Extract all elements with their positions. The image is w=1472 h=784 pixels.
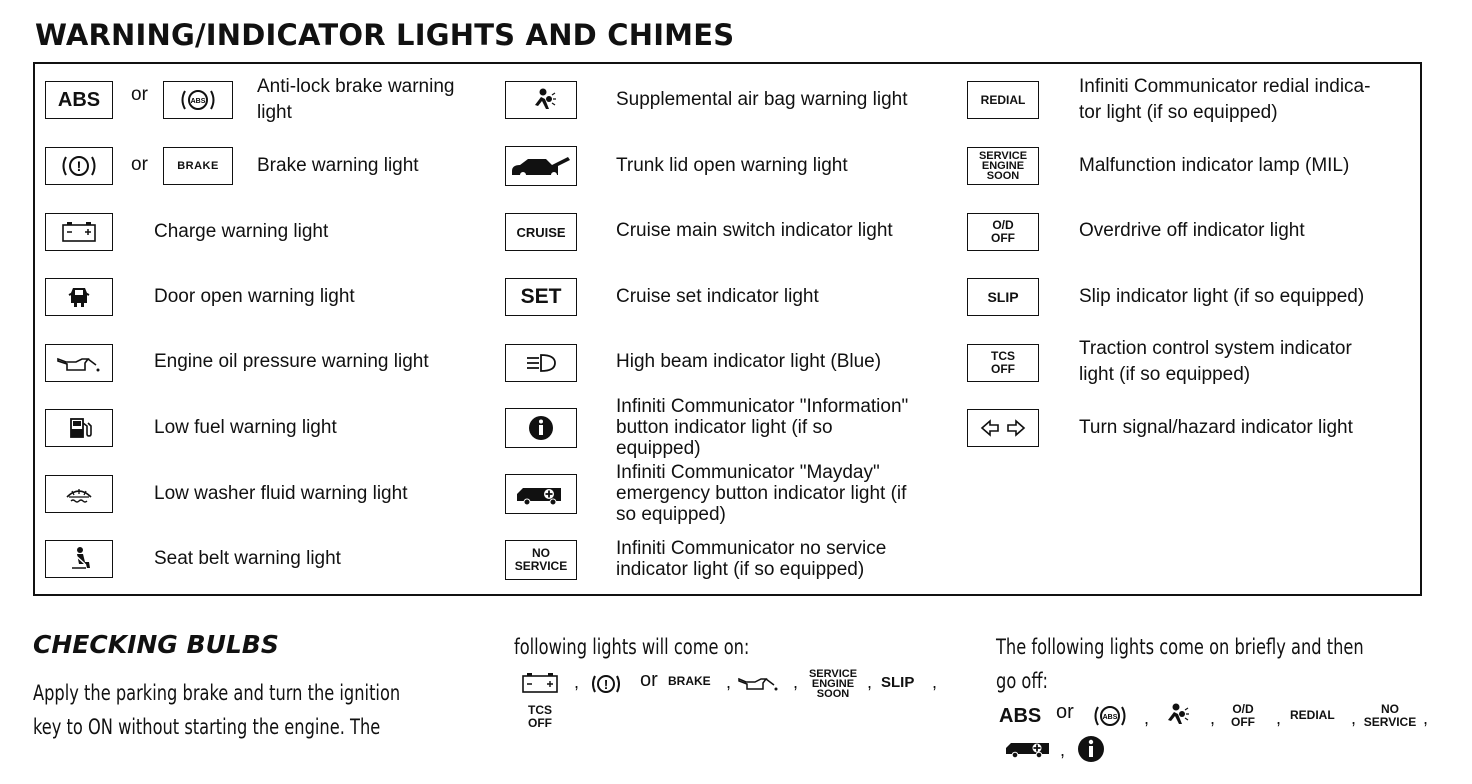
slip-icon-text: SLIP <box>987 289 1019 305</box>
abs-circle-icon <box>163 81 233 119</box>
oil-can-icon <box>45 344 113 382</box>
comma: , <box>1276 708 1282 728</box>
brake-label: Brake warning light <box>257 155 419 176</box>
airbag-label: Supplemental air bag warning light <box>616 89 908 110</box>
or-text: or <box>1056 701 1074 723</box>
or-text: or <box>131 154 148 175</box>
cruise-label: Cruise main switch indicator light <box>616 220 893 241</box>
checking-paragraph-line1: Apply the parking brake and turn the ignition <box>33 681 401 705</box>
info-label-line3: equipped) <box>616 438 701 459</box>
tcs-label-line1: Traction control system indicator <box>1079 338 1352 359</box>
cruise-icon-text: CRUISE <box>516 224 566 240</box>
info-label-line2: button indicator light (if so <box>616 417 833 438</box>
following-intro: following lights will come on: <box>514 635 750 659</box>
tcs-icon-line1: TCS <box>991 349 1015 363</box>
trunk-label: Trunk lid open warning light <box>616 155 848 176</box>
inline-information-icon <box>1074 733 1108 765</box>
turn-label: Turn signal/hazard indicator light <box>1079 417 1353 438</box>
tcs-icon-line2: OFF <box>991 362 1015 376</box>
briefly-line2: go off: <box>996 669 1049 693</box>
mayday-label-line2: emergency button indicator light (if <box>616 483 907 504</box>
information-icon <box>505 408 577 448</box>
noservice-label-line2: indicator light (if so equipped) <box>616 559 865 580</box>
ses-icon-line1: SERVICE <box>978 150 1028 162</box>
svg-text:ABS: ABS <box>1102 714 1118 721</box>
turn-signal-icon <box>967 409 1039 447</box>
set-icon-text: SET <box>520 285 562 308</box>
svg-text:!: ! <box>603 677 609 692</box>
redial-icon-text: REDIAL <box>980 93 1026 107</box>
brake-icon <box>163 147 233 185</box>
comma: , <box>574 672 580 692</box>
od-label: Overdrive off indicator light <box>1079 220 1305 241</box>
charge-label: Charge warning light <box>154 221 329 242</box>
inline-ns-line2: SERVICE <box>1363 715 1417 729</box>
inline-tcs-line1: TCS <box>528 703 552 717</box>
svg-text:ABS: ABS <box>190 98 206 105</box>
door-open-icon <box>45 278 113 316</box>
inline-od-line2: OFF <box>1231 715 1255 729</box>
mayday-label-line1: Infiniti Communicator "Mayday" <box>616 462 880 483</box>
redial-label-line1: Infiniti Communicator redial indica- <box>1079 76 1371 97</box>
inline-slip-text: SLIP <box>881 674 915 691</box>
indicator-lights-table <box>33 62 1422 596</box>
inline-od-line1: O/D <box>1232 702 1254 716</box>
inline-oil-can-icon <box>736 671 782 695</box>
inline-od-text <box>1224 701 1262 731</box>
od-off-icon <box>967 213 1039 251</box>
washer-label: Low washer fluid warning light <box>154 483 408 504</box>
inline-redial-text: REDIAL <box>1290 708 1335 722</box>
inline-no-service-text <box>1362 701 1418 731</box>
comma: , <box>1210 708 1216 728</box>
comma: , <box>1060 740 1066 760</box>
mayday-label-line3: so equipped) <box>616 504 726 525</box>
checking-paragraph-line2: key to ON without starting the engine. The <box>33 715 381 739</box>
brake-icon-text: BRAKE <box>177 160 219 172</box>
brake-circle-icon <box>45 147 113 185</box>
or-text: or <box>131 84 148 105</box>
fuel-pump-icon <box>45 409 113 447</box>
inline-ses-line3: SOON <box>816 688 850 700</box>
tcs-label-line2: light (if so equipped) <box>1079 364 1251 385</box>
airbag-icon <box>505 81 577 119</box>
redial-label-line2: tor light (if so equipped) <box>1079 102 1278 123</box>
washer-fluid-icon <box>45 475 113 513</box>
comma: , <box>867 672 873 692</box>
inline-brake-text: BRAKE <box>668 674 711 688</box>
od-icon-line2: OFF <box>991 231 1015 245</box>
door-label: Door open warning light <box>154 286 355 307</box>
ses-icon-line2: ENGINE <box>981 160 1025 172</box>
redial-icon <box>967 81 1039 119</box>
briefly-line1: The following lights come on briefly and then <box>996 635 1364 659</box>
high-beam-icon <box>505 344 577 382</box>
slip-label: Slip indicator light (if so equipped) <box>1079 286 1365 307</box>
cruise-icon <box>505 213 577 251</box>
belt-label: Seat belt warning light <box>154 548 341 569</box>
inline-brake-circle-icon <box>589 670 623 698</box>
checking-bulbs-heading: CHECKING BULBS <box>33 630 279 659</box>
inline-abs-text: ABS <box>999 705 1042 727</box>
seat-belt-icon <box>45 540 113 578</box>
slip-icon <box>967 278 1039 316</box>
no-service-icon-line2: SERVICE <box>514 559 568 573</box>
inline-tcs-line2: OFF <box>528 716 552 730</box>
set-icon <box>505 278 577 316</box>
noservice-label-line1: Infiniti Communicator no service <box>616 538 887 559</box>
battery-icon <box>45 213 113 251</box>
or-text: or <box>640 669 658 691</box>
comma: , <box>932 672 938 692</box>
comma: , <box>1423 708 1429 728</box>
trunk-open-icon <box>505 146 577 186</box>
comma: , <box>1144 708 1150 728</box>
inline-airbag-icon <box>1158 700 1194 730</box>
tcs-off-icon <box>967 344 1039 382</box>
mil-label: Malfunction indicator lamp (MIL) <box>1079 155 1350 176</box>
inline-ses-text <box>806 667 860 701</box>
inline-tcs-text <box>520 702 560 732</box>
info-label-line1: Infiniti Communicator "Information" <box>616 396 909 417</box>
set-label: Cruise set indicator light <box>616 286 819 307</box>
abs-icon <box>45 81 113 119</box>
od-icon-line1: O/D <box>992 218 1014 232</box>
inline-ses-line1: SERVICE <box>808 668 858 680</box>
comma: , <box>726 672 732 692</box>
inline-battery-icon <box>520 670 560 696</box>
mayday-icon <box>505 474 577 514</box>
abs-icon-text: ABS <box>57 88 101 111</box>
oil-label: Engine oil pressure warning light <box>154 351 429 372</box>
fuel-label: Low fuel warning light <box>154 417 337 438</box>
no-service-icon-line1: NO <box>532 546 550 560</box>
abs-label-line2: light <box>257 102 292 123</box>
highbeam-label: High beam indicator light (Blue) <box>616 351 882 372</box>
inline-abs-circle-icon <box>1090 701 1130 731</box>
service-engine-soon-icon <box>967 147 1039 185</box>
abs-label-line1: Anti-lock brake warning <box>257 76 455 97</box>
comma: , <box>1351 708 1357 728</box>
inline-mayday-icon <box>1002 734 1054 762</box>
svg-text:!: ! <box>76 158 82 174</box>
inline-ns-line1: NO <box>1381 702 1399 716</box>
no-service-icon <box>505 540 577 580</box>
comma: , <box>793 672 799 692</box>
page-title: WARNING/INDICATOR LIGHTS AND CHIMES <box>35 18 735 52</box>
inline-ses-line2: ENGINE <box>811 678 855 690</box>
ses-icon-line3: SOON <box>986 170 1020 182</box>
